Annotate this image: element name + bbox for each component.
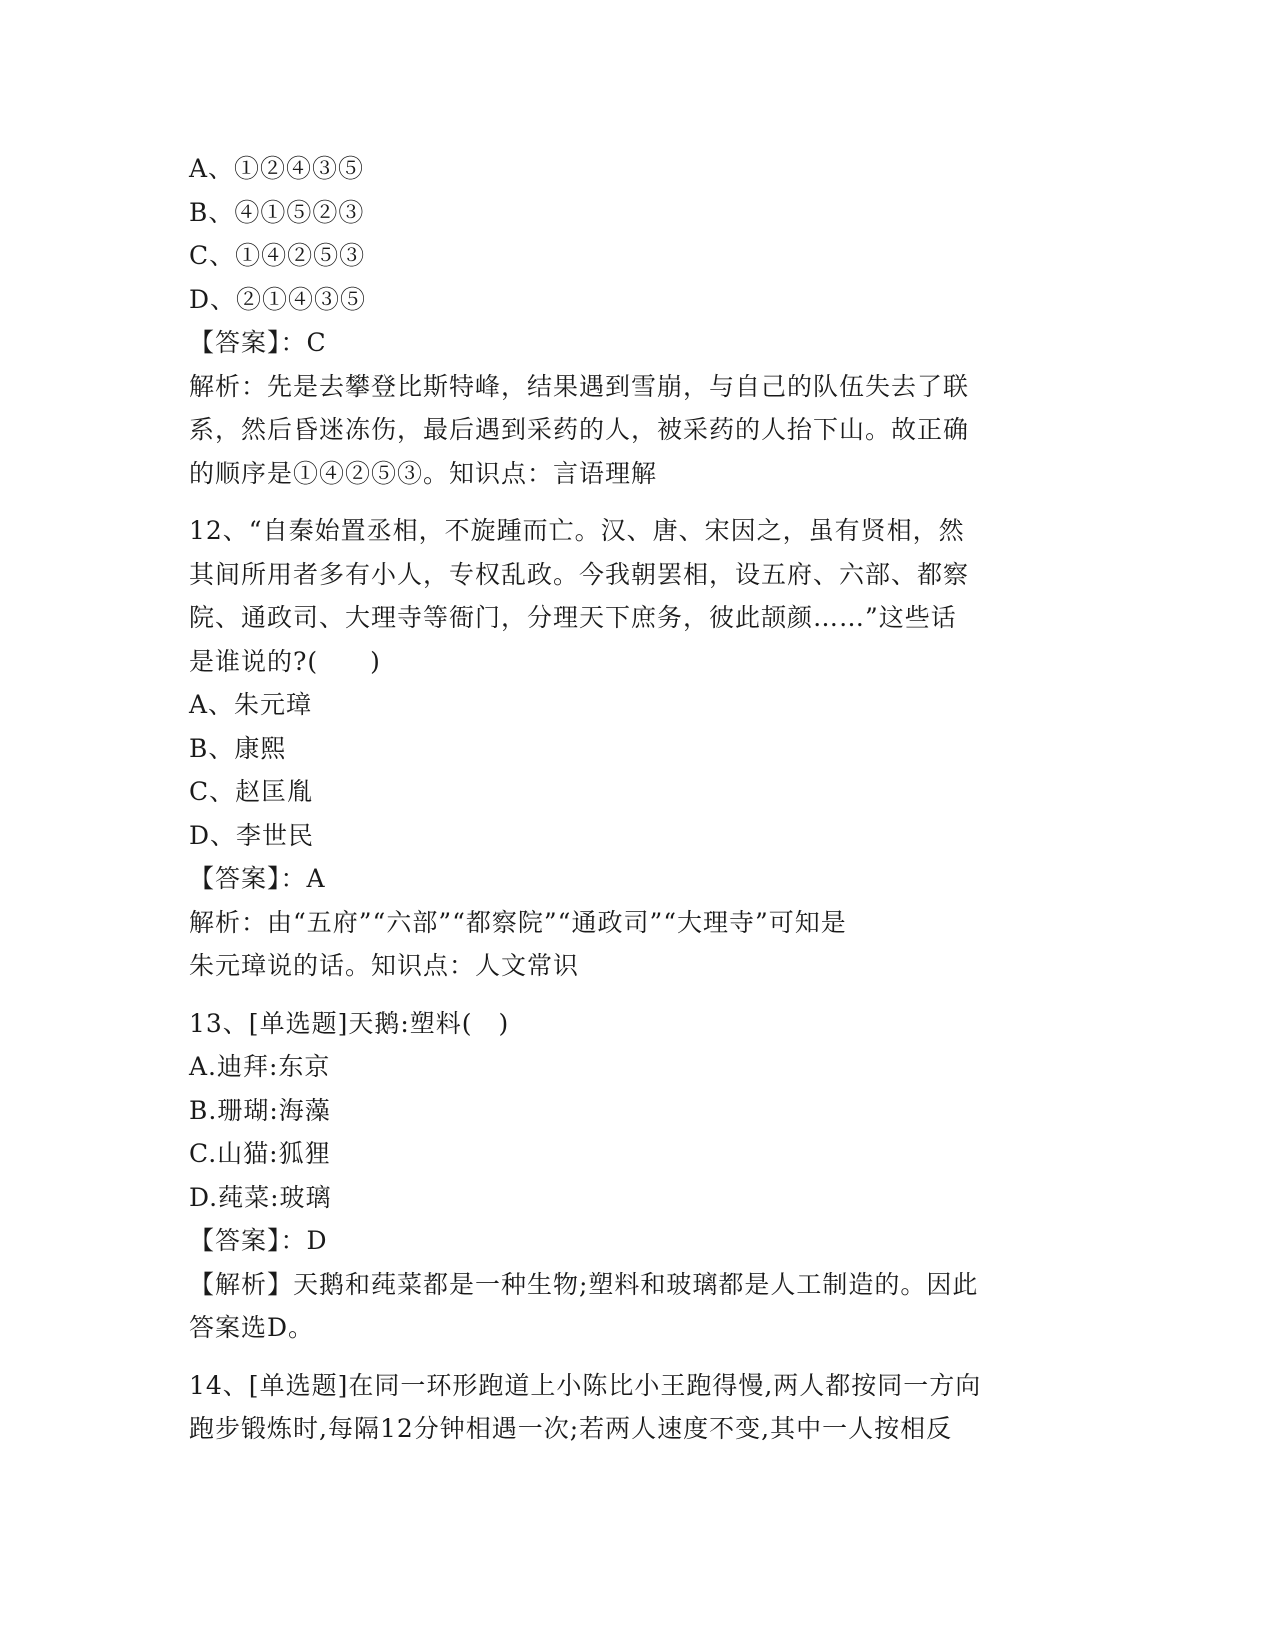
option-a: A.迪拜:东京 — [189, 1052, 331, 1081]
question-stem-line: 跑步锻炼时,每隔12分钟相遇一次;若两人速度不变,其中一人按相反 — [189, 1414, 953, 1443]
question-stem-line: 院、通政司、大理寺等衙门，分理天下庶务，彼此颉颜……”这些话 — [189, 603, 957, 632]
option-b: B.珊瑚:海藻 — [189, 1095, 331, 1125]
option-d: D、②①④③⑤ — [189, 284, 367, 314]
question-stem-line: 是谁说的?( ) — [189, 646, 381, 676]
question-14 — [189, 1364, 1089, 1451]
option-b: B、④①⑤②③ — [189, 197, 365, 227]
question-stem-line: 13、[单选题]天鹅:塑料( ) — [189, 1008, 510, 1038]
analysis-line: 系，然后昏迷冻伤，最后遇到采药的人，被采药的人抬下山。故正确 — [189, 415, 970, 444]
option-b: B、康熙 — [189, 733, 287, 763]
answer-line: 【答案】：A — [189, 864, 326, 893]
question-stem-line: 12、“自秦始置丞相，不旋踵而亡。汉、唐、宋因之，虽有贤相，然 — [189, 516, 965, 545]
option-d: D、李世民 — [189, 820, 315, 850]
question-13 — [189, 1002, 1089, 1350]
answer-line: 【答案】：D — [189, 1226, 328, 1255]
document-page — [189, 147, 1089, 1451]
spacer — [189, 1350, 1089, 1364]
analysis-line: 朱元璋说的话。知识点：人文常识 — [189, 951, 580, 980]
answer-line: 【答案】：C — [189, 328, 327, 357]
question-stem-line: 14、[单选题]在同一环形跑道上小陈比小王跑得慢,两人都按同一方向 — [189, 1370, 982, 1400]
option-c: C.山猫:狐狸 — [189, 1139, 331, 1168]
option-a: A、①②④③⑤ — [189, 154, 365, 183]
option-c: C、①④②⑤③ — [189, 241, 366, 270]
option-d: D.莼菜:玻璃 — [189, 1182, 332, 1212]
analysis-line: 的顺序是①④②⑤③。知识点：言语理解 — [189, 458, 658, 488]
question-11 — [189, 147, 1089, 495]
spacer — [189, 495, 1089, 509]
spacer — [189, 988, 1089, 1002]
question-stem-line: 其间所用者多有小人，专权乱政。今我朝罢相，设五府、六部、都察 — [189, 559, 970, 589]
option-a: A、朱元璋 — [189, 690, 313, 719]
analysis-line: 答案选D。 — [189, 1313, 315, 1342]
option-c: C、赵匡胤 — [189, 777, 314, 806]
analysis-line: 解析：先是去攀登比斯特峰，结果遇到雪崩，与自己的队伍失去了联 — [189, 371, 970, 401]
analysis-line: 【解析】天鹅和莼菜都是一种生物;塑料和玻璃都是人工制造的。因此 — [189, 1269, 979, 1299]
question-12 — [189, 509, 1089, 988]
analysis-line: 解析：由“五府”“六部”“都察院”“通政司”“大理寺”可知是 — [189, 907, 847, 937]
